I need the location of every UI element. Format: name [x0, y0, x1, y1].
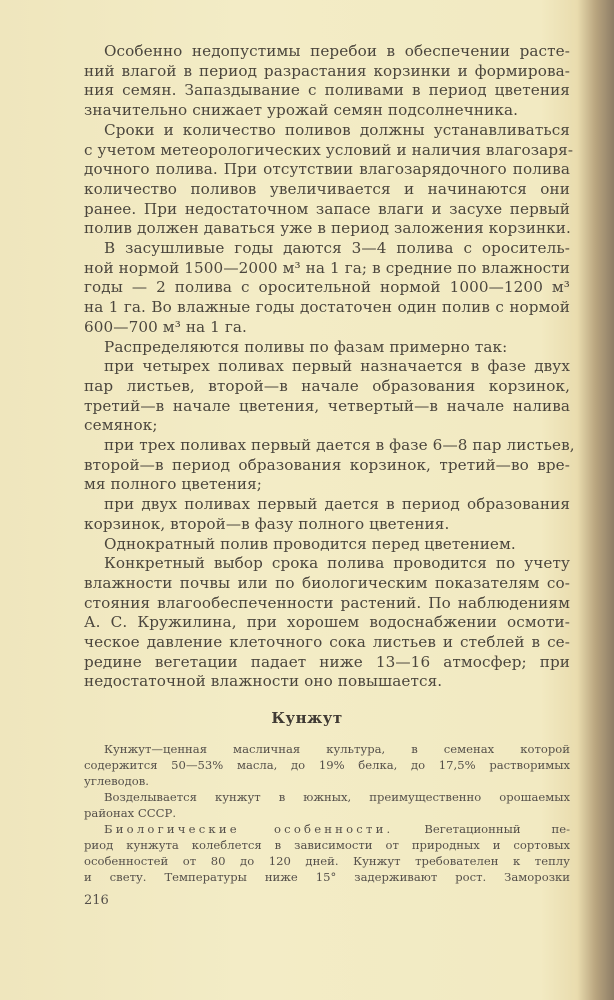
text-line: углеводов.: [84, 774, 149, 788]
text-line: ранее. При недостаточном запасе влаги и засухе первый: [84, 199, 570, 218]
text-line: ческое давление клеточного сока листьев и стеблей в се-: [84, 633, 570, 651]
text-line: редине вегетации падает ниже 13—16 атмосфер; при: [84, 652, 570, 671]
text-line: при двух поливах первый дается в период образования: [104, 495, 570, 514]
text-line: количество поливов увеличивается и начинаются они: [84, 179, 570, 198]
text-line: значительно снижает урожай семян подсолнечника.: [84, 101, 519, 120]
text-line: ний влагой в период разрастания корзинки и формирова-: [84, 61, 570, 80]
text-line: особенностей от 80 до 120 дней. Кунжут требователен к теплу: [84, 854, 570, 868]
text-line: на 1 га. Во влажные годы достаточен один полив с нормой: [84, 298, 570, 317]
text-line: Кунжут—ценная масличная культура, в семенах которой: [104, 742, 570, 756]
section-heading: Кунжут: [271, 709, 343, 727]
text-line: корзинок, второй—в фазу полного цветения.: [84, 514, 450, 533]
text-line: районах СССР.: [84, 806, 177, 820]
text-fragment: Вегетационный пе-: [424, 822, 570, 836]
text-line: 600—700 м³ на 1 га.: [84, 317, 247, 336]
text-line: и свету. Температуры ниже 15° задерживают рост. Заморозки: [84, 870, 570, 884]
text-line: А. С. Кружилина, при хорошем водоснабжении осмоти-: [84, 613, 570, 632]
text-line: полив должен даваться уже в период заложения корзинки.: [84, 219, 571, 238]
page-number: 216: [84, 893, 109, 908]
spaced-term: Биологические особенности.: [104, 822, 394, 836]
text-line: Особенно недопустимы перебои в обеспечении расте-: [104, 42, 570, 60]
text-line: Возделывается кунжут в южных, преимущественно орошаемых: [104, 790, 570, 804]
text-line: В засушливые годы даются 3—4 полива с ороситель-: [104, 239, 570, 257]
text-line: пар листьев, второй—в начале образования корзинок,: [84, 376, 570, 395]
text-line: годы — 2 полива с оросительной нормой 1000—1200 м³: [84, 278, 570, 297]
text-line: [84, 821, 570, 837]
text-line: недостаточной влажности оно повышается.: [84, 672, 443, 691]
text-line: содержится 50—53% масла, до 19% белка, до 17,5% растворимых: [84, 758, 570, 772]
text-line: ной нормой 1500—2000 м³ на 1 га; в средние по влажности: [84, 258, 570, 277]
text-line: Конкретный выбор срока полива проводится по учету: [104, 554, 570, 573]
text-line: влажности почвы или по биологическим показателям со-: [84, 573, 570, 592]
text-line: с учетом метеорологических условий и наличия влагозаря-: [84, 140, 574, 159]
text-line: семянок;: [84, 416, 158, 435]
text-line: стояния влагообеспеченности растений. По наблюдениям: [84, 593, 570, 612]
text-line: ния семян. Запаздывание с поливами в период цветения: [84, 81, 570, 100]
text-line: Распределяются поливы по фазам примерно так:: [104, 337, 508, 356]
text-line: при четырех поливах первый назначается в фазе двух: [104, 357, 570, 376]
text-line: мя полного цветения;: [84, 475, 262, 494]
text-line: третий—в начале цветения, четвертый—в начале налива: [84, 396, 570, 415]
text-line: Однократный полив проводится перед цветением.: [104, 534, 516, 553]
text-line: Сроки и количество поливов должны устанавливаться: [104, 120, 570, 139]
text-line: второй—в период образования корзинок, третий—во вре-: [84, 455, 570, 474]
text-line: риод кунжута колеблется в зависимости от природных и сортовых: [84, 838, 570, 852]
text-line: дочного полива. При отсутствии влагозарядочного полива: [84, 160, 570, 179]
text-line: при трех поливах первый дается в фазе 6—8 пар листьев,: [104, 436, 575, 454]
